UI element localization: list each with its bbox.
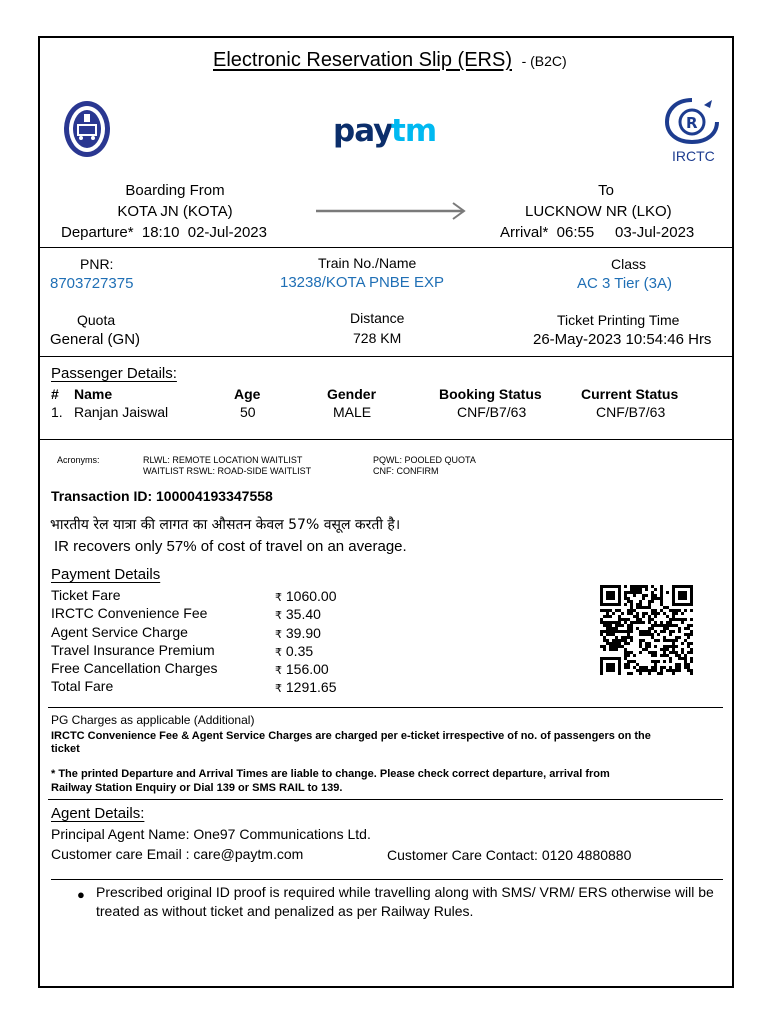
class-value: AC 3 Tier (3A) (577, 275, 673, 292)
irctc-logo-text: IRCTC (672, 148, 715, 164)
rupee-icon: ₹ (275, 683, 282, 695)
rupee-icon: ₹ (275, 592, 282, 604)
payment-label-agent-charge: Agent Service Charge (51, 624, 188, 640)
distance-label: Distance (350, 310, 405, 326)
payment-value-convenience-fee (275, 606, 321, 622)
to-label: To (598, 182, 614, 199)
passenger-section-title: Passenger Details: (51, 365, 177, 382)
timing-note-line1: * The printed Departure and Arrival Times are liable to change. Please check correct departure, arrival from (51, 768, 610, 780)
boarding-station: KOTA JN (KOTA) (117, 203, 233, 220)
divider-ticket-info (38, 356, 734, 357)
acronyms-label: Acronyms: (57, 455, 100, 465)
page-title (213, 49, 567, 72)
quota-value: General (GN) (50, 331, 141, 348)
arrival-time: Arrival* 06:55 03-Jul-2023 (500, 224, 695, 241)
passenger-row-num: 1. (51, 404, 63, 420)
payment-amount: 156.00 (285, 661, 329, 677)
payment-label-ticket-fare: Ticket Fare (51, 587, 121, 603)
rupee-icon: ₹ (275, 629, 282, 641)
id-proof-note-line1: Prescribed original ID proof is required while travelling along with SMS/ VRM/ ERS otherwise will be (96, 884, 714, 900)
to-station: LUCKNOW NR (LKO) (525, 203, 672, 220)
passenger-row-age: 50 (240, 404, 256, 420)
passenger-col-age: Age (234, 386, 261, 402)
pnr-value: 8703727375 (50, 275, 134, 292)
hindi-cost-note: भारतीय रेल यात्रा की लागत का औसतन केवल 57% वसूल करती है। (50, 517, 401, 533)
agent-section-title: Agent Details: (51, 805, 145, 822)
payment-label-convenience-fee: IRCTC Convenience Fee (51, 605, 208, 621)
departure-time: Departure* 18:10 02-Jul-2023 (61, 224, 267, 241)
payment-amount: 39.90 (285, 625, 321, 641)
svg-text:R: R (686, 114, 698, 132)
rupee-icon: ₹ (275, 610, 282, 622)
id-proof-note-line2: treated as without ticket and penalized as per Railway Rules. (96, 903, 474, 919)
acronym-pqwl: PQWL: POOLED QUOTA (373, 455, 476, 465)
pnr-label: PNR: (80, 256, 114, 272)
payment-amount: 35.40 (285, 606, 321, 622)
train-label: Train No./Name (318, 255, 417, 271)
customer-care-contact: Customer Care Contact: 0120 4880880 (387, 847, 632, 863)
distance-value: 728 KM (353, 330, 402, 346)
principal-agent-name: Principal Agent Name: One97 Communications Ltd. (51, 826, 371, 842)
class-label: Class (611, 256, 647, 272)
svg-text:pay: pay (333, 113, 393, 148)
acronym-rswl: WAITLIST RSWL: ROAD-SIDE WAITLIST (143, 466, 312, 476)
divider-notes (48, 799, 723, 800)
passenger-col-gender: Gender (327, 386, 377, 402)
payment-amount: 1060.00 (285, 588, 337, 604)
payment-value-ticket-fare (275, 588, 337, 604)
qr-code (600, 585, 694, 675)
quota-label: Quota (77, 312, 116, 328)
irctc-logo-icon (664, 97, 720, 145)
payment-amount: 0.35 (285, 643, 314, 659)
passenger-col-name: Name (74, 386, 113, 402)
payment-amount: 1291.65 (285, 679, 337, 695)
passenger-row-current-status: CNF/B7/63 (596, 404, 666, 420)
arrow-right-icon (316, 201, 468, 221)
passenger-row-gender: MALE (333, 404, 372, 420)
convenience-note-line2: ticket (51, 743, 80, 755)
divider-journey (38, 247, 734, 248)
payment-label-total: Total Fare (51, 678, 114, 694)
indian-railways-logo-icon (62, 100, 112, 158)
english-cost-note: IR recovers only 57% of cost of travel on an average. (54, 538, 407, 555)
print-time-label: Ticket Printing Time (557, 312, 680, 328)
acronym-rlwl: RLWL: REMOTE LOCATION WAITLIST (143, 455, 303, 465)
passenger-col-num: # (51, 386, 59, 402)
svg-text:tm: tm (391, 113, 437, 148)
payment-value-agent-charge (275, 625, 321, 641)
acronym-cnf: CNF: CONFIRM (373, 466, 439, 476)
rupee-icon: ₹ (275, 665, 282, 677)
transaction-id: Transaction ID: 100004193347558 (51, 488, 273, 504)
bullet-icon: ● (77, 887, 85, 902)
timing-note-line2: Railway Station Enquiry or Dial 139 or SMS RAIL to 139. (51, 782, 343, 794)
ers-subtitle: - (B2C) (521, 53, 567, 69)
payment-label-insurance: Travel Insurance Premium (51, 642, 215, 658)
passenger-row-name: Ranjan Jaiswal (74, 404, 169, 420)
customer-care-email: Customer care Email : care@paytm.com (51, 846, 304, 862)
rupee-icon: ₹ (275, 647, 282, 659)
passenger-row-booking-status: CNF/B7/63 (457, 404, 527, 420)
divider-payment (48, 707, 723, 708)
ers-title: Electronic Reservation Slip (ERS) (213, 49, 512, 71)
print-time-value: 26-May-2023 10:54:46 Hrs (533, 331, 712, 348)
payment-section-title: Payment Details (51, 566, 161, 583)
passenger-col-current-status: Current Status (581, 386, 679, 402)
paytm-logo-icon (333, 112, 445, 148)
payment-label-cancellation: Free Cancellation Charges (51, 660, 218, 676)
payment-value-cancellation (275, 661, 329, 677)
passenger-col-booking-status: Booking Status (439, 386, 542, 402)
convenience-note-line1: IRCTC Convenience Fee & Agent Service Charges are charged per e-ticket irrespective of no. of passengers on the (51, 730, 651, 742)
pg-charges-note: PG Charges as applicable (Additional) (51, 713, 255, 727)
train-value: 13238/KOTA PNBE EXP (280, 274, 444, 291)
divider-passenger (38, 439, 734, 440)
divider-agent (51, 879, 723, 880)
payment-value-insurance (275, 643, 313, 659)
payment-value-total (275, 679, 337, 695)
boarding-label: Boarding From (125, 182, 225, 199)
